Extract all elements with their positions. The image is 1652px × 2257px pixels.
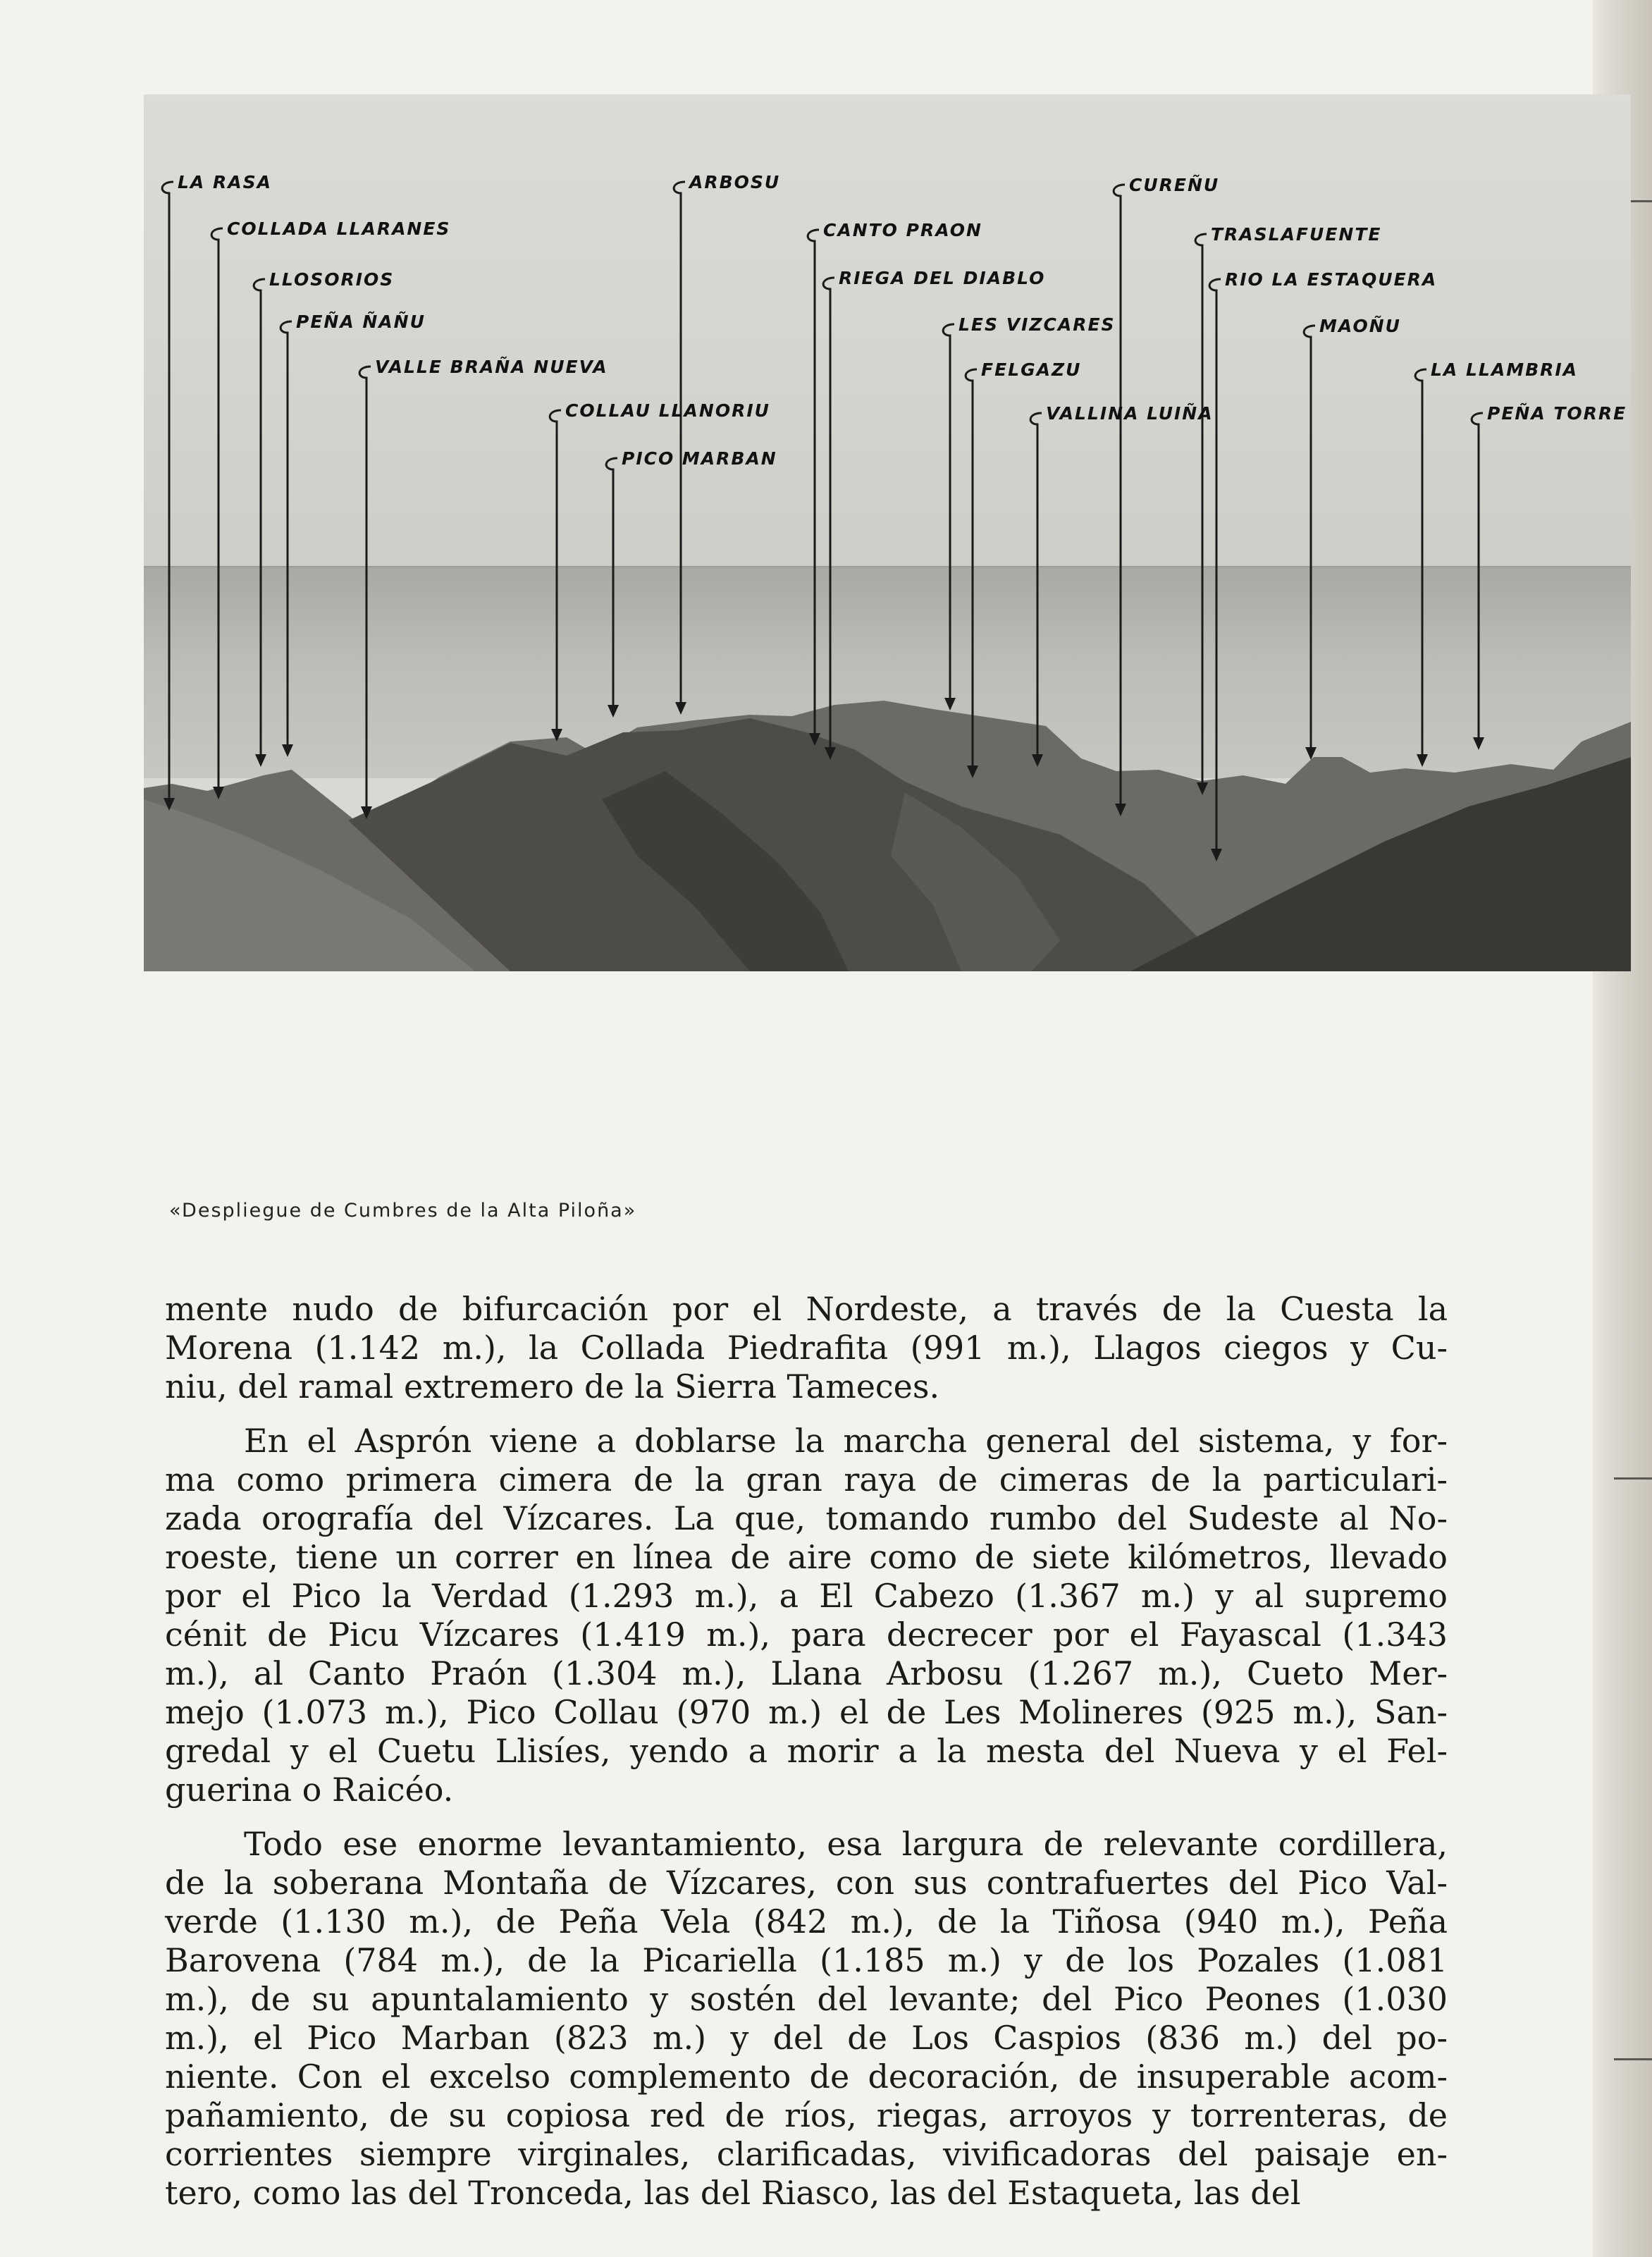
text-line: guerina o Raicéo. — [165, 1771, 454, 1809]
text-line: Todo ese enorme levantamiento, esa largura de relevante cordillera, — [244, 1825, 1448, 1863]
panorama-photo — [144, 94, 1631, 971]
peak-label: COLLAU LLANORIU — [565, 400, 770, 421]
peak-label: LLOSORIOS — [269, 269, 395, 290]
peak-label: CUREÑU — [1129, 175, 1220, 195]
text-line: ma como primera cimera de la gran raya de cimeras de la particulari- — [165, 1460, 1448, 1499]
peak-label: TRASLAFUENTE — [1211, 224, 1382, 245]
text-line: m.), el Pico Marban (823 m.) y del de Los Caspios (836 m.) del po- — [165, 2019, 1448, 2057]
text-line: m.), al Canto Praón (1.304 m.), Llana Arbosu (1.267 m.), Cueto Mer- — [165, 1654, 1448, 1692]
peak-label: ARBOSU — [689, 172, 781, 192]
text-line: zada orografía del Vízcares. La que, tomando rumbo del Sudeste al No- — [165, 1499, 1448, 1537]
peak-label: PICO MARBAN — [622, 448, 777, 469]
peak-label: LA RASA — [178, 172, 272, 192]
peak-label: LA LLAMBRIA — [1431, 359, 1579, 380]
peak-label: RIO LA ESTAQUERA — [1225, 269, 1438, 290]
text-line: niu, del ramal extremero de la Sierra Tameces. — [165, 1367, 940, 1406]
text-line: gredal y el Cuetu Llisíes, yendo a morir a la mesta del Nueva y el Fel- — [165, 1732, 1448, 1770]
text-line: roeste, tiene un correr en línea de aire como de siete kilómetros, llevado — [165, 1538, 1448, 1576]
text-line: niente. Con el excelso complemento de decoración, de insuperable acom- — [165, 2058, 1448, 2096]
paragraph — [165, 1290, 1448, 1406]
paragraph — [165, 1422, 1448, 1809]
peak-label: CANTO PRAON — [823, 220, 982, 240]
text-line: corrientes siempre virginales, clarificadas, vivificadoras del paisaje en- — [165, 2135, 1448, 2173]
panorama-illustration — [144, 94, 1631, 971]
peak-label: VALLE BRAÑA NUEVA — [375, 357, 608, 377]
margin-mark — [1614, 2058, 1652, 2060]
peak-label: LES VIZCARES — [958, 314, 1116, 335]
text-line: Barovena (784 m.), de la Picariella (1.185 m.) y de los Pozales (1.081 — [165, 1941, 1448, 1979]
peak-label: FELGAZU — [981, 359, 1082, 380]
peak-label: MAOÑU — [1319, 316, 1401, 336]
text-line: verde (1.130 m.), de Peña Vela (842 m.), de la Tiñosa (940 m.), Peña — [165, 1902, 1448, 1941]
text-line: por el Pico la Verdad (1.293 m.), a El Cabezo (1.367 m.) y al supremo — [165, 1577, 1448, 1615]
text-line: mejo (1.073 m.), Pico Collau (970 m.) el de Les Molineres (925 m.), San- — [165, 1693, 1448, 1731]
text-line: cénit de Picu Vízcares (1.419 m.), para decrecer por el Fayascal (1.343 — [165, 1616, 1448, 1654]
body-text — [165, 1290, 1448, 2213]
text-line: mente nudo de bifurcación por el Nordeste, a través de la Cuesta la — [165, 1290, 1448, 1328]
text-line: Morena (1.142 m.), la Collada Piedrafita (991 m.), Llagos ciegos y Cu- — [165, 1329, 1448, 1367]
figure-caption: «Despliegue de Cumbres de la Alta Piloña» — [169, 1200, 637, 1222]
text-line: En el Asprón viene a doblarse la marcha general del sistema, y for- — [244, 1422, 1448, 1460]
peak-label: RIEGA DEL DIABLO — [839, 268, 1046, 288]
margin-mark — [1614, 1477, 1652, 1480]
text-line: de la soberana Montaña de Vízcares, con sus contrafuertes del Pico Val- — [165, 1864, 1448, 1902]
peak-label: PEÑA ÑAÑU — [296, 312, 426, 332]
text-line: pañamiento, de su copiosa red de ríos, riegas, arroyos y torrenteras, de — [165, 2096, 1448, 2134]
text-line: m.), de su apuntalamiento y sostén del levante; del Pico Peones (1.030 — [165, 1980, 1448, 2018]
peak-label: PEÑA TORRE — [1487, 403, 1627, 424]
peak-label: VALLINA LUIÑA — [1046, 403, 1214, 424]
text-line: tero, como las del Tronceda, las del Riasco, las del Estaqueta, las del — [165, 2174, 1301, 2212]
paragraph — [165, 1825, 1448, 2213]
peak-label: COLLADA LLARANES — [227, 219, 451, 239]
